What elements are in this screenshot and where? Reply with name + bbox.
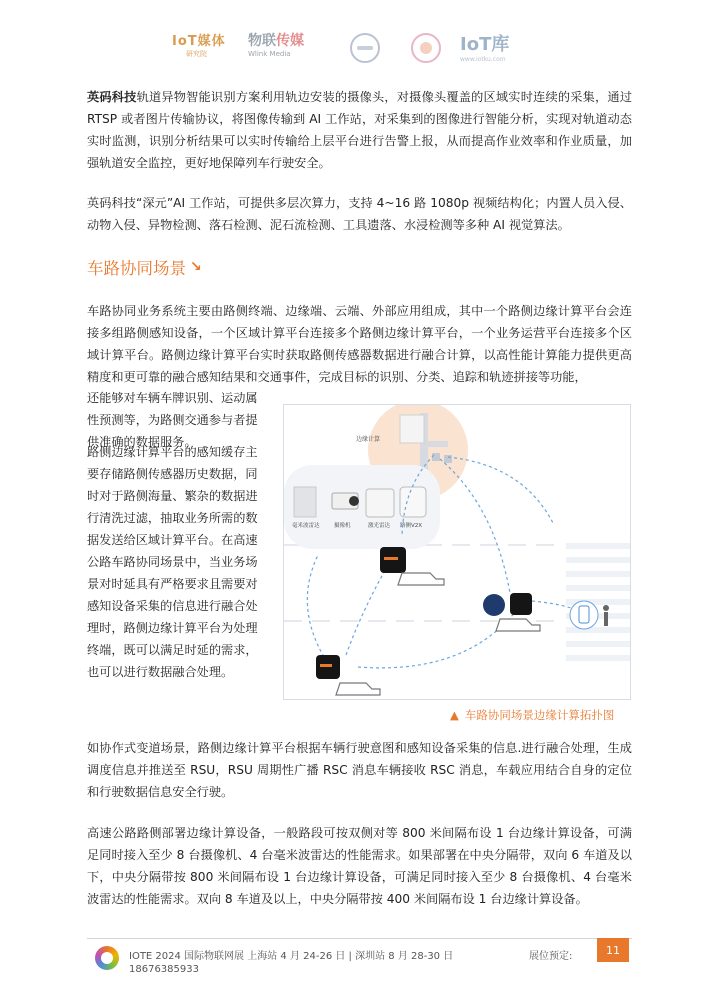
edge-device-3 [316,655,340,679]
paragraph-data-service: 还能够对车辆车牌识别、运动属性预测等，为路侧交通参与者提供准确的数据服务。 [87,391,258,449]
paragraph-deployment: 高速公路路侧部署边缘计算设备，一般路段可按双侧对等 800 米间隔布设 1 台边缘计算设备，可满足同时接入至少 8 台摄像机、4 台毫米波雷达的性能需求。如果部署在中央分隔带，双向 6 车道及以下，中央分隔带按 800 米间隔布设 1 台边缘计算设备，可满足同时接入至少 8 台摄像机、4 台毫米波雷达的性能需求。双向 8 车道及以上，中央分隔带按 400 米间隔布设 1 台边缘计算设备。 [87,826,632,906]
label-mmwave-radar: 毫米波雷达 [292,523,320,529]
company-name-bold: 英码科技 [87,90,137,104]
association-seal-logo [350,33,380,63]
label-edge-compute: 边缘计算 [356,436,381,443]
paragraph-lane-change: 如协作式变道场景，路侧边缘计算平台根据车辆行驶意图和感知设备采集的信息.进行融合处理，生成调度信息并推送至 RSU，RSU 周期性广播 RSC 消息车辆接收 RSC 消息，车载应用结合自身的定位和行驶数据信息安全行驶。 [87,741,632,799]
label-camera: 摄像机 [334,523,351,529]
pedestrian-icon [603,605,609,611]
iot-media-logo-sub: 研究院 [186,50,207,58]
label-roadside-v2x: 路侧V2X [400,523,423,529]
label-lidar: 激光雷达 [368,523,391,529]
footer-divider [87,938,632,939]
wlink-media-logo-main [248,30,304,50]
paragraph-ai-workstation: 英码科技“深元”AI 工作站，可提供多层次算力，支持 4~16 路 1080p 视频结构化；内置人员入侵、动物入侵、异物检测、落石检测、泥石流检测、工具遗落、水浸检测等多种 AI 视觉算法。 [87,196,632,232]
topology-diagram [284,405,631,700]
sensor-cluster [284,465,440,549]
camera-lens-icon [349,496,359,506]
iot-media-logo [172,30,232,66]
paragraph-edge-cache: 路侧边缘计算平台的感知缓存主要存储路侧传感器历史数据，同时对于路侧海量、繁杂的数据进行清洗过滤，抽取业务所需的数据发送给区域计算平台。在高速公路车路协同场景中，当业务场景对时延具有严格要求且需要对感知设备采集的信息进行融合处理时，路侧边缘计算平台为处理终端，既可以满足时延的需求，也可以进行数据融合处理。 [87,445,258,679]
iote-badge-logo [411,33,441,63]
car-icon-2 [496,619,540,631]
lidar-icon [366,489,394,517]
footer-phone: 18676385933 [129,964,199,975]
wlink-media-logo [248,30,318,66]
iot-media-logo-main: IoT媒体 [172,34,226,49]
section-title: 车路协同场景 [87,259,186,278]
footer-booking-label: 展位预定: [529,951,573,962]
wlink-logo-part-a: 物联 [248,33,276,49]
triangle-marker-icon: ▲ [450,708,459,722]
footer-event-text: IOTE 2024 国际物联网展 上海站 4 月 24-26 日 | 深圳站 8 月 28-30 日 [129,951,454,962]
edge-compute-device [400,415,424,443]
figure-caption-text: 车路协同场景边缘计算拓扑图 [464,708,615,722]
page-number: 11 [597,938,629,962]
header-logo-bar [0,30,710,70]
car-icon-1 [398,573,444,585]
mmwave-radar-icon [294,487,316,517]
figure-caption [450,707,614,723]
edge-device-2 [483,593,532,616]
paragraph-rail-solution-text: 轨道异物智能识别方案利用轨边安装的摄像头，对摄像头覆盖的区域实时连续的采集，通过 RTSP 或者图片传输协议，将图像传输到 AI 工作站，对采集到的图像进行智能分析，实现对轨道动态实时监测，识别分析结果可以实时传输给上层平台进行告警上报，从而提高作业效率和作业质量，加强轨道安全监控，更好地保障列车行驶安全。 [87,90,633,170]
iotku-logo-main: IoT库 [460,34,510,55]
edge-topology-figure [283,404,631,700]
arrow-down-right-icon: ↘ [190,259,202,275]
iote-footer-logo [95,946,119,970]
iotku-logo-sub: www.iotku.com [460,56,506,63]
paragraph-v2x-system: 车路协同业务系统主要由路侧终端、边缘端、云端、外部应用组成，其中一个路侧边缘计算平台会连接多组路侧感知设备，一个区域计算平台连接多个路侧边缘计算平台，一个业务运营平台连接多个区域计算平台。路侧边缘计算平台实时获取路侧传感器数据进行融合计算，以高性能计算能力提供更高精度和更可靠的融合感知结果和交通事件，完成目标的识别、分类、追踪和轨迹拼接等功能， [87,304,632,384]
edge-device-1 [380,547,406,573]
wlink-logo-part-b: 传媒 [276,33,304,49]
footer [87,938,632,978]
car-icon-3 [336,683,380,695]
wlink-media-logo-sub: Wlink Media [248,50,291,58]
paragraph-rail-solution [87,86,632,174]
roadside-v2x-icon [400,487,426,517]
iotku-logo [460,30,509,66]
section-heading [87,255,202,279]
